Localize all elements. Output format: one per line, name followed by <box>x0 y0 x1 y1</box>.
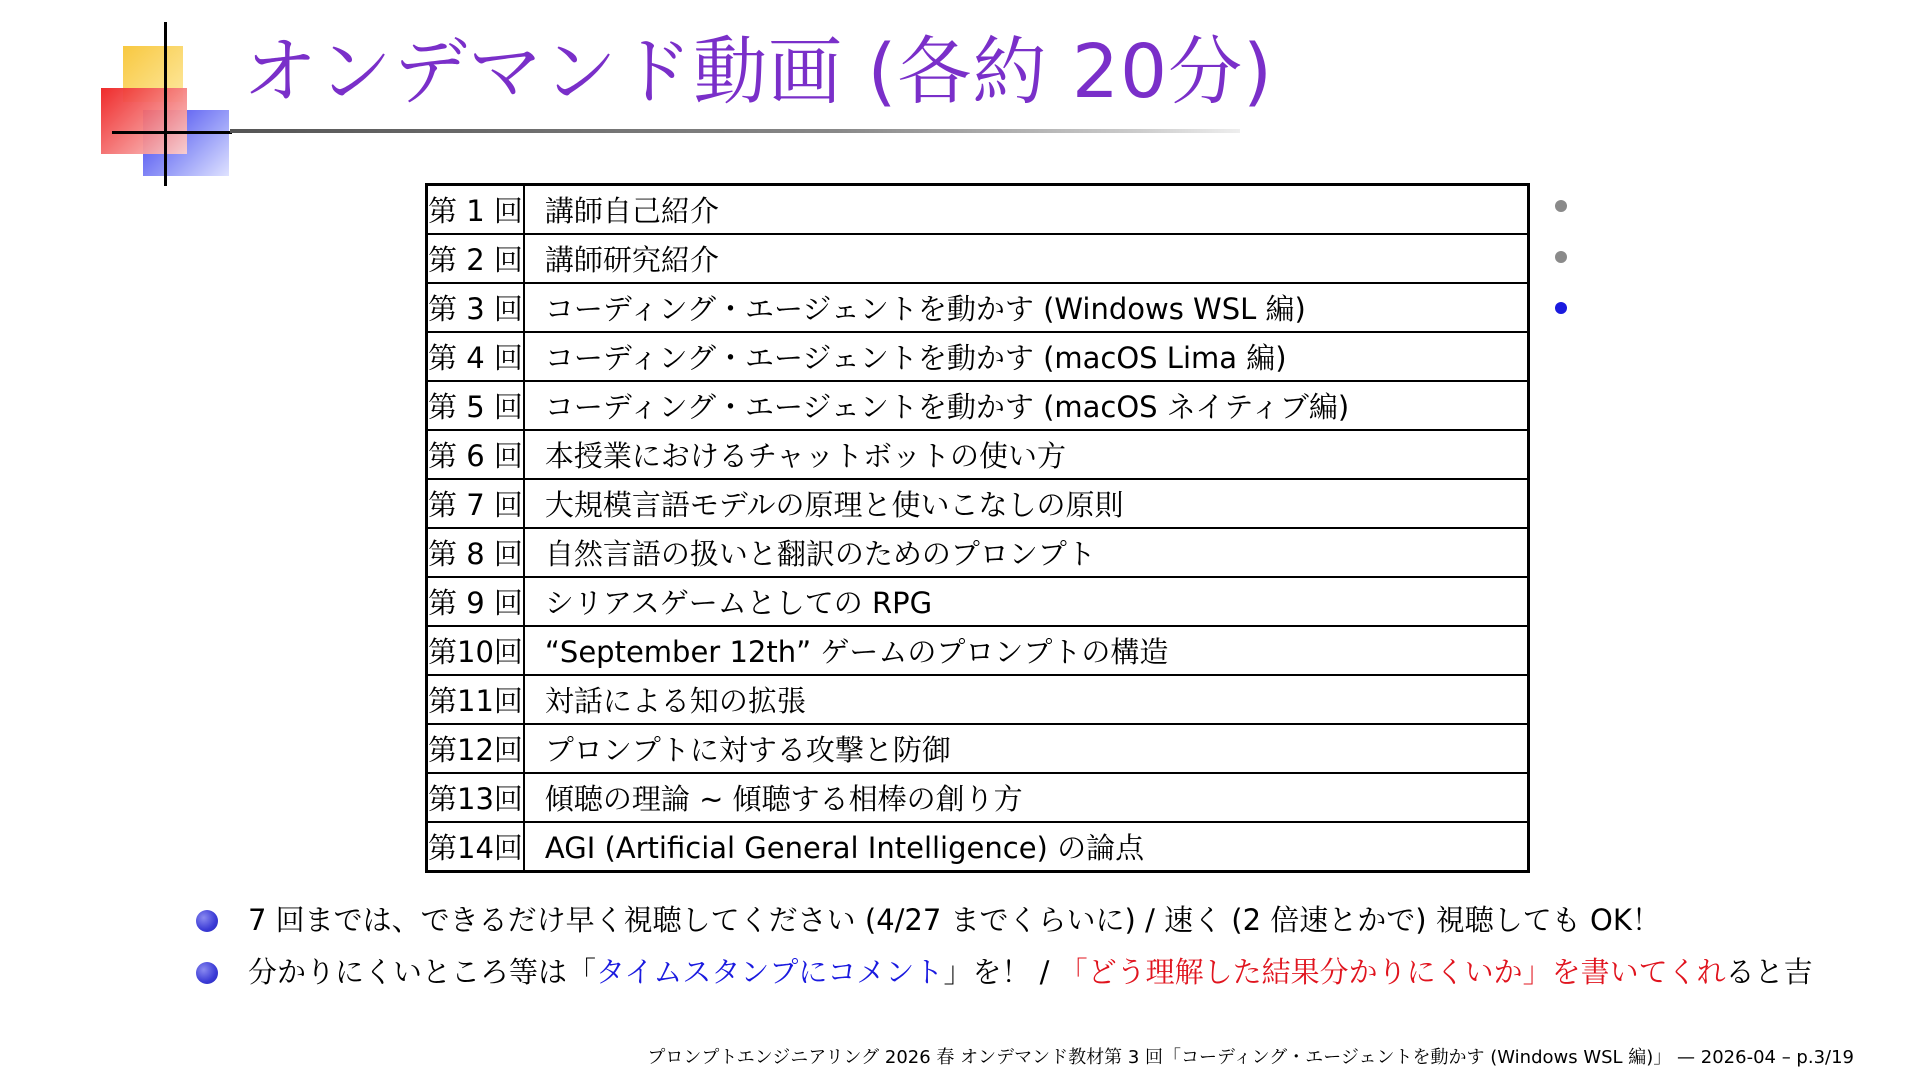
table-row <box>427 724 1529 773</box>
note-text-2e: ると吉 <box>1725 955 1813 989</box>
table-row <box>427 381 1529 430</box>
table-row <box>427 479 1529 528</box>
lecture-topic: 大規模言語モデルの原理と使いこなしの原則 <box>524 479 1529 528</box>
slide-title: オンデマンド動画 (各約 20分) <box>243 29 1273 115</box>
lecture-schedule-table <box>425 183 1530 873</box>
lecture-topic: 講師自己紹介 <box>524 185 1529 235</box>
explain-difficulty-highlight: 「どう理解した結果分かりにくいか」を書いてくれ <box>1058 955 1726 989</box>
table-row <box>427 675 1529 724</box>
table-row <box>427 234 1529 283</box>
lecture-number: 第 9 回 <box>427 577 524 626</box>
lecture-number: 第 1 回 <box>427 185 524 235</box>
bullet-icon <box>196 962 218 984</box>
lecture-number: 第 7 回 <box>427 479 524 528</box>
lecture-topic: 講師研究紹介 <box>524 234 1529 283</box>
lecture-number: 第10回 <box>427 626 524 675</box>
lecture-number: 第12回 <box>427 724 524 773</box>
lecture-number: 第14回 <box>427 822 524 872</box>
lecture-topic: 対話による知の拡張 <box>524 675 1529 724</box>
lecture-topic: 自然言語の扱いと翻訳のためのプロンプト <box>524 528 1529 577</box>
table-row <box>427 773 1529 822</box>
note-text-2c: 」を！ / <box>943 955 1059 989</box>
lecture-number: 第11回 <box>427 675 524 724</box>
table-row <box>427 577 1529 626</box>
lecture-topic: コーディング・エージェントを動かす (macOS ネイティブ編) <box>524 381 1529 430</box>
lecture-topic: AGI (Artificial General Intelligence) の論点 <box>524 822 1529 872</box>
table-row <box>427 626 1529 675</box>
title-underline <box>230 129 1240 133</box>
table-row <box>427 528 1529 577</box>
note-text-2a: 分かりにくいところ等は「 <box>248 955 597 989</box>
logo-vertical-line <box>164 22 167 186</box>
lecture-topic: プロンプトに対する攻撃と防御 <box>524 724 1529 773</box>
table-row <box>427 283 1529 332</box>
lecture-topic: シリアスゲームとしての RPG <box>524 577 1529 626</box>
lecture-topic: “September 12th” ゲームのプロンプトの構造 <box>524 626 1529 675</box>
timestamp-comment-highlight: タイムスタンプにコメント <box>596 955 944 989</box>
table-row <box>427 822 1529 872</box>
note-text-1: 7 回までは、できるだけ早く視聴してください (4/27 までくらいに) / 速く (2 倍速とかで) 視聴しても OK！ <box>248 903 1661 937</box>
lecture-topic: 本授業におけるチャットボットの使い方 <box>524 430 1529 479</box>
table-row <box>427 430 1529 479</box>
logo-red-square <box>101 88 187 154</box>
lecture-number: 第 5 回 <box>427 381 524 430</box>
lecture-number: 第 6 回 <box>427 430 524 479</box>
logo-horizontal-line <box>112 131 232 134</box>
table-row <box>427 185 1529 235</box>
lecture-topic: コーディング・エージェントを動かす (Windows WSL 編) <box>524 283 1529 332</box>
lecture-topic: 傾聴の理論 ∼ 傾聴する相棒の創り方 <box>524 773 1529 822</box>
lecture-number: 第 8 回 <box>427 528 524 577</box>
lecture-number: 第 3 回 <box>427 283 524 332</box>
completed-lecture-marker <box>1555 251 1567 263</box>
completed-lecture-marker <box>1555 200 1567 212</box>
bullet-icon <box>196 910 218 932</box>
slide-footer: プロンプトエンジニアリング 2026 春 オンデマンド教材第 3 回「コーディング・エージェントを動かす (Windows WSL 編)」 — 2026-04 – p.3/19 <box>647 1047 1854 1068</box>
lecture-number: 第13回 <box>427 773 524 822</box>
lecture-topic: コーディング・エージェントを動かす (macOS Lima 編) <box>524 332 1529 381</box>
lecture-number: 第 2 回 <box>427 234 524 283</box>
note-text-2 <box>248 952 1813 992</box>
table-row <box>427 332 1529 381</box>
current-lecture-marker <box>1555 302 1567 314</box>
lecture-number: 第 4 回 <box>427 332 524 381</box>
